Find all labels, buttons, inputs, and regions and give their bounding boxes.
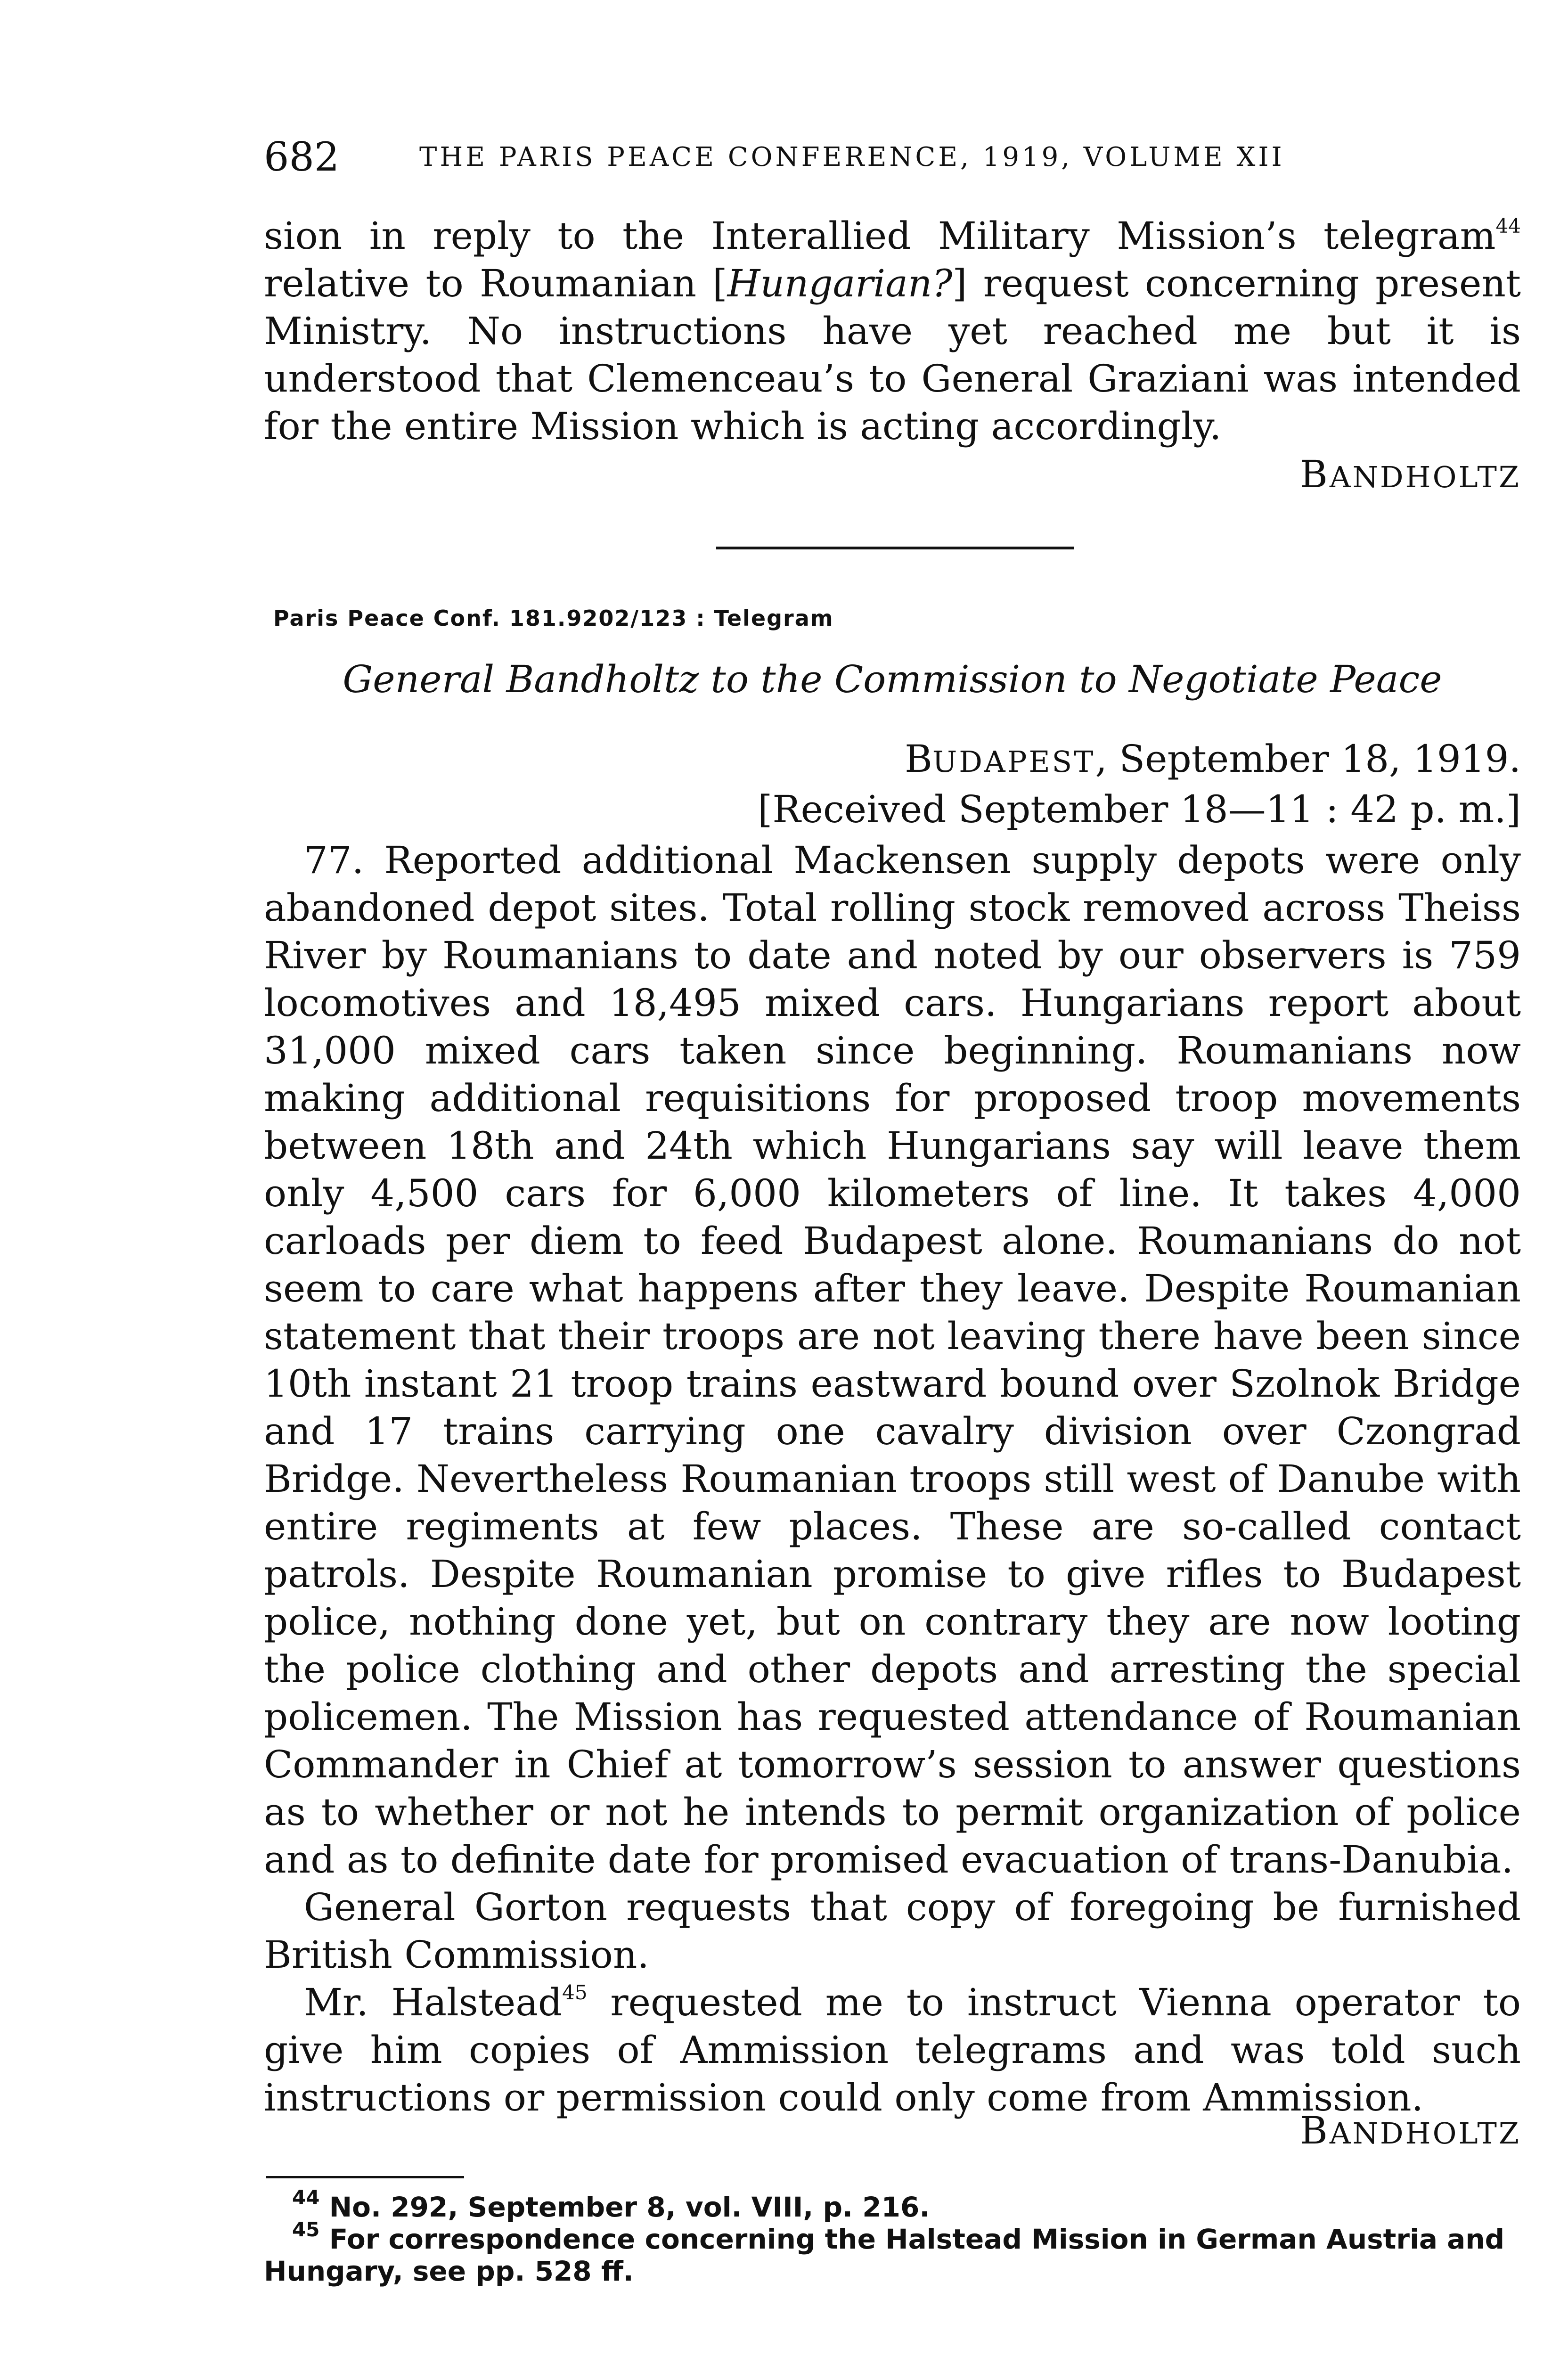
signature-2: BANDHOLTZ: [1300, 2109, 1521, 2152]
continued-paragraph: sion in reply to the Interallied Military Mission’s telegram: [264, 214, 1496, 258]
footnote-45: $^{45}$ For correspondence concerning the Halstead Mission in German Austria and Hungary, see pp. 528 ff.: [264, 2217, 1505, 2287]
received-note: [Received September 18—11 : 42 p. m.]: [758, 787, 1521, 831]
telegram-paragraph-gorton: General Gorton requests that copy of foregoing be furnished British Commission.: [264, 1885, 1521, 1977]
footnotes: [264, 2185, 1521, 2287]
telegram-body: [264, 836, 1521, 2121]
telegram-paragraph-77: 77. Reported additional Mackensen supply depots were only abandoned depot sites. Total rolling stock removed across Theiss River by Roumanians to date and noted by our observers is 759 locomotives and 18,495 mixed cars. Hungarians report about 31,000 mixed cars taken since beginning. Roumanians now making additional requisitions for proposed troop movements between 18th and 24th which Hungarians say will leave them only 4,500 cars for 6,000 kilometers of line. It takes 4,000 carloads per diem to feed Budapest alone. Roumanians do not seem to care what happens after they leave. Despite Roumanian statement that their troops are not leaving there have been since 10th instant 21 troop trains eastward bound over Szolnok Bridge and 17 trains carrying one cavalry division over Czongrad Bridge. Nevertheless Roumanian troops still west of Danube with entire regiments at few places. These are so-called contact patrols. Despite Roumanian promise to give rifles to Budapest police, nothing done yet, but on contrary they are now looting the police clothing and other depots and arresting the special policemen. The Mission has requested attendance of Roumanian Commander in Chief at tomorrow’s session to answer questions as to whether or not he intends to permit organization of police and as to definite date for promised evacuation of trans-Danubia.: [264, 838, 1521, 1882]
continued-paragraph-2: relative to Roumanian [: [264, 262, 727, 305]
page-number: 682: [264, 134, 340, 180]
section-divider: [716, 547, 1074, 549]
page-header: [264, 131, 1521, 183]
footnote-rule: [266, 2176, 464, 2178]
dateline: BUDAPEST, September 18, 1919. [Received September 18—11 : 42 p. m.]: [758, 735, 1521, 833]
telegram-paragraph-halstead: Mr. Halstead$^{45}$ requested me to instruct Vienna operator to give him copies of Ammission telegrams and was told such instructions or permission could only come from Ammission.: [264, 1980, 1521, 2119]
continued-paragraph-3: ] request concerning present Ministry. No instructions have yet reached me but it is understood that Clemenceau’s to General Graziani was intended for the entire Mission which is acting accordingly.: [264, 262, 1521, 448]
source-reference: Paris Peace Conf. 181.9202/123 : Telegram: [273, 605, 834, 631]
running-head: THE PARIS PEACE CONFERENCE, 1919, VOLUME XII: [419, 142, 1285, 172]
hungarian-query: Hungarian?: [727, 262, 953, 305]
continued-telegram-text: [264, 212, 1521, 450]
footnote-ref-45: 45: [562, 1981, 588, 2004]
footnote-44: $^{44}$ No. 292, September 8, vol. VIII, p. 216.: [292, 2185, 930, 2223]
footnote-ref-44: 44: [1495, 214, 1521, 238]
document-title: General Bandholtz to the Commission to Negotiate Peace: [343, 657, 1442, 701]
signature-1: BANDHOLTZ: [1300, 452, 1521, 496]
